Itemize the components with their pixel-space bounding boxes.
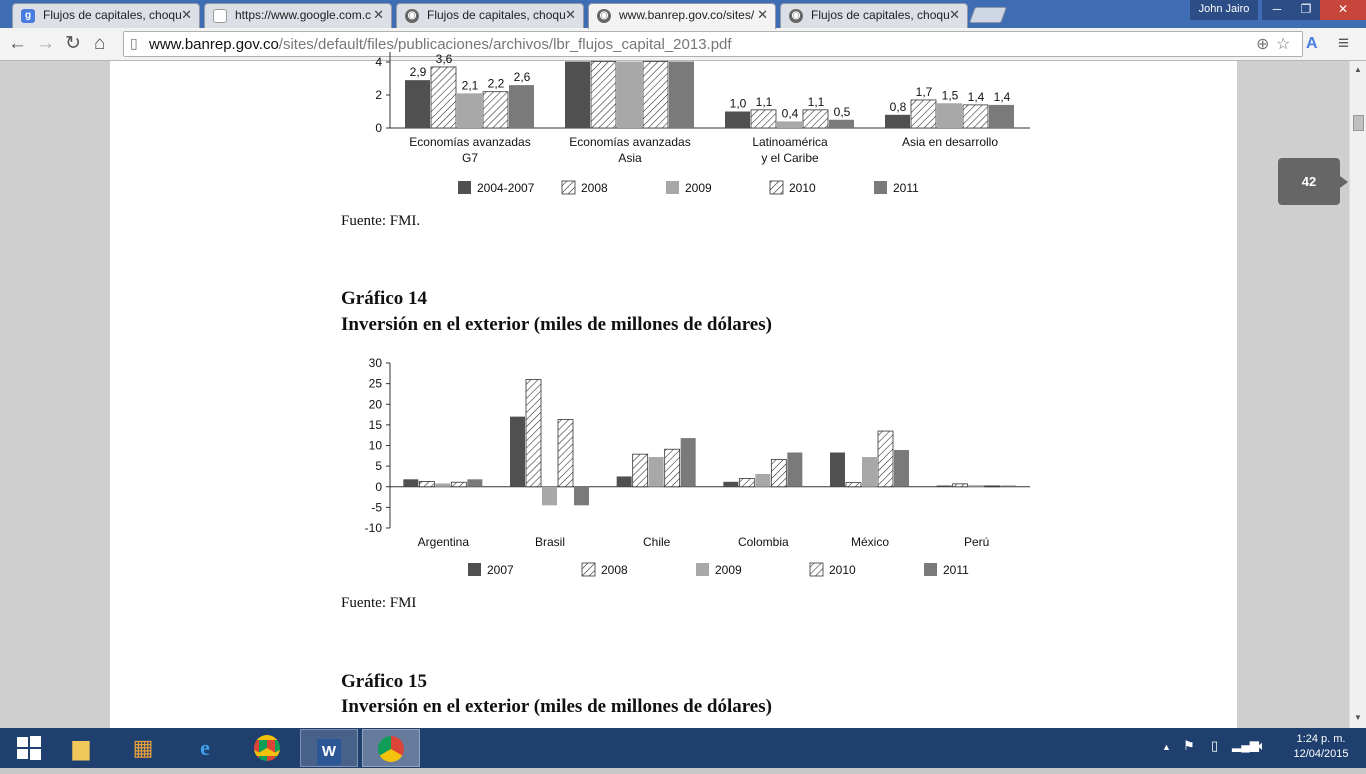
- category-label: Perú: [963, 535, 990, 549]
- bar-2009: [617, 62, 642, 129]
- close-icon[interactable]: ✕: [949, 7, 960, 22]
- close-window-icon[interactable]: ✕: [1320, 0, 1366, 20]
- windows-logo-icon: [16, 735, 42, 761]
- tab-title: www.banrep.gov.co/sites/: [619, 8, 755, 22]
- bar-2004-2007: [565, 62, 590, 129]
- bar-2010: [985, 486, 1000, 487]
- scroll-thumb[interactable]: [1353, 115, 1364, 131]
- chart-number: Gráfico 15: [341, 671, 428, 692]
- app-grid-icon: ▦: [132, 735, 154, 760]
- category-label: Asia: [618, 151, 642, 165]
- new-tab-button[interactable]: [969, 7, 1007, 23]
- bar-2010: [558, 420, 573, 487]
- legend-label: 2011: [943, 563, 969, 577]
- bar-2009: [862, 457, 877, 487]
- show-hidden-icons-icon[interactable]: ▲: [1162, 742, 1171, 752]
- menu-icon[interactable]: ≡: [1338, 33, 1350, 54]
- bar-2007: [403, 479, 418, 486]
- legend-swatch: [468, 563, 481, 576]
- bar-2009: [542, 487, 557, 506]
- document-icon: [213, 9, 227, 23]
- chrome-button[interactable]: [238, 729, 296, 767]
- bar-2010: [771, 460, 786, 487]
- bar-2009: [435, 483, 450, 486]
- bar-2007: [723, 482, 738, 487]
- bar-2009: [457, 93, 482, 128]
- y-tick-label: 15: [368, 417, 382, 432]
- bar-2010: [803, 110, 828, 128]
- bar-2008: [911, 100, 936, 128]
- y-tick-label: 2: [375, 88, 382, 102]
- y-tick-label: 5: [375, 459, 382, 474]
- legend-label: 2008: [601, 563, 628, 577]
- scroll-down-icon[interactable]: ▼: [1354, 713, 1362, 722]
- scroll-up-icon[interactable]: ▲: [1354, 65, 1362, 74]
- bar-2004-2007: [725, 112, 750, 129]
- bar-2010: [451, 482, 466, 487]
- bar-2004-2007: [885, 115, 910, 128]
- url-text[interactable]: [149, 36, 732, 53]
- y-tick-label: 30: [368, 356, 382, 370]
- bar-2007: [937, 486, 952, 487]
- page-icon: ▯: [130, 35, 138, 51]
- bar-2011: [669, 62, 694, 129]
- legend-swatch: [810, 563, 823, 576]
- url-path: /sites/default/files/publicaciones/archivos/lbr_flujos_capital_2013.pdf: [278, 36, 732, 53]
- bar-2011: [894, 450, 909, 487]
- profile-name[interactable]: John Jairo: [1190, 0, 1258, 20]
- bar-2009: [969, 485, 984, 487]
- home-icon[interactable]: ⌂: [94, 33, 106, 54]
- volume-icon[interactable]: 🔈︎: [1258, 738, 1266, 753]
- file-explorer-button[interactable]: [52, 729, 110, 767]
- bar-2011: [467, 479, 482, 486]
- legend-label: 2004-2007: [477, 181, 535, 195]
- close-icon[interactable]: ✕: [565, 7, 576, 22]
- chrome-active-button[interactable]: [362, 729, 420, 767]
- bar-2011: [681, 438, 696, 487]
- banrep-icon: ◉: [789, 9, 803, 23]
- browser-tab[interactable]: [204, 3, 392, 28]
- tab-title: https://www.google.com.c: [235, 8, 372, 22]
- bar-2009: [649, 457, 664, 487]
- category-label: G7: [461, 151, 479, 165]
- data-label: 2,6: [513, 70, 531, 85]
- data-label: 2,2: [487, 76, 505, 91]
- bar-2011: [989, 105, 1014, 128]
- close-icon[interactable]: ✕: [181, 7, 192, 22]
- legend-label: 2008: [581, 181, 608, 195]
- bar-2008: [846, 483, 861, 487]
- data-label: 1,7: [915, 84, 933, 99]
- reload-icon[interactable]: ↻: [65, 33, 81, 54]
- chart-title: Inversión en el exterior (miles de millones de dólares): [341, 696, 772, 717]
- browser-toolbar: [0, 28, 1366, 61]
- chart-title: Inversión en el exterior (miles de millones de dólares): [341, 314, 772, 335]
- tab-title: Flujos de capitales, choqu: [811, 8, 950, 22]
- data-label: 1,0: [729, 96, 747, 111]
- data-label: 2,9: [409, 65, 427, 80]
- bar-2010: [878, 431, 893, 487]
- bar-2008: [591, 62, 616, 129]
- bar-2011: [1001, 486, 1016, 487]
- bar-2010: [665, 449, 680, 487]
- category-label: Latinoamérica: [752, 135, 828, 149]
- bar-2008: [953, 484, 968, 487]
- google-icon: g: [21, 9, 35, 23]
- legend-swatch: [582, 563, 595, 576]
- legend-swatch: [874, 181, 887, 194]
- data-label: 1,1: [755, 94, 773, 109]
- bar-2010: [483, 92, 508, 128]
- back-icon[interactable]: ←: [8, 33, 27, 54]
- browser-tab[interactable]: [12, 3, 200, 28]
- data-label: 0,8: [889, 99, 907, 114]
- start-button[interactable]: [0, 729, 58, 767]
- browser-tab-active[interactable]: [588, 3, 776, 29]
- category-label: Brasil: [534, 535, 566, 549]
- browser-tab[interactable]: [780, 3, 968, 28]
- bar-2007: [830, 453, 845, 487]
- category-label: México: [850, 535, 890, 549]
- signal-icon[interactable]: ▂▄▆: [1232, 738, 1259, 752]
- data-label: 3,6: [435, 51, 453, 66]
- taskbar: [0, 728, 1366, 768]
- tab-title: Flujos de capitales, choqu: [43, 8, 182, 22]
- data-label: 1,4: [993, 89, 1011, 104]
- bar-2008: [431, 67, 456, 128]
- category-label: Asia en desarrollo: [901, 135, 999, 149]
- system-clock[interactable]: [1288, 732, 1354, 762]
- bar-2011: [829, 120, 854, 128]
- chart-source: Fuente: FMI: [341, 595, 417, 611]
- bar-2008: [526, 380, 541, 487]
- banrep-icon: ◉: [597, 9, 611, 23]
- bar-2004-2007: [405, 80, 430, 128]
- legend-swatch: [458, 181, 471, 194]
- legend-label: 2009: [685, 181, 712, 195]
- category-label: Economías avanzadas: [409, 135, 531, 149]
- clock-time: 1:24 p. m.: [1296, 733, 1346, 745]
- store-app-button[interactable]: [114, 729, 172, 767]
- pdf-viewport[interactable]: [0, 51, 1349, 728]
- bar-2009: [777, 121, 802, 128]
- category-label: Chile: [642, 535, 671, 549]
- chart-source: Fuente: FMI.: [341, 213, 421, 229]
- banrep-icon: ◉: [405, 9, 419, 23]
- vertical-scrollbar[interactable]: [1349, 61, 1366, 728]
- pdf-page: [110, 51, 1237, 728]
- data-label: 1,4: [967, 89, 985, 104]
- tab-title: Flujos de capitales, choqu: [427, 8, 566, 22]
- address-bar[interactable]: [123, 31, 1303, 57]
- y-tick-label: 0: [375, 121, 382, 135]
- chrome-icon: [378, 736, 404, 762]
- bar-2008: [751, 110, 776, 128]
- bar-2010: [963, 105, 988, 128]
- chart-investment-countries: [340, 351, 1040, 581]
- data-label: 0,4: [781, 106, 799, 121]
- word-icon: W: [317, 739, 341, 765]
- legend-label: 2011: [893, 181, 919, 195]
- y-tick-label: 10: [368, 438, 382, 453]
- legend-swatch: [666, 181, 679, 194]
- category-label: Colombia: [737, 535, 789, 549]
- close-icon[interactable]: ✕: [373, 7, 384, 22]
- bar-2010: [643, 62, 668, 129]
- bar-2011: [574, 487, 589, 506]
- internet-explorer-icon: e: [200, 735, 210, 760]
- clock-date: 12/04/2015: [1293, 748, 1349, 760]
- restore-icon[interactable]: ❐: [1292, 0, 1320, 20]
- bar-2008: [419, 481, 434, 486]
- page-number-indicator: 42: [1278, 158, 1340, 205]
- y-tick-label: -5: [371, 500, 382, 515]
- legend-label: 2010: [789, 181, 816, 195]
- chart-number: Gráfico 14: [341, 288, 428, 309]
- bookmark-star-icon[interactable]: ☆: [1276, 36, 1291, 53]
- bar-2009: [755, 474, 770, 487]
- chrome-icon: [254, 735, 280, 761]
- close-icon[interactable]: ✕: [757, 7, 768, 22]
- legend-label: 2010: [829, 563, 856, 577]
- translate-icon[interactable]: A: [1306, 35, 1318, 52]
- y-tick-label: 25: [368, 376, 382, 391]
- action-center-flag-icon[interactable]: ⚑: [1183, 738, 1195, 753]
- category-label: Argentina: [417, 535, 470, 549]
- zoom-icon[interactable]: ⊕: [1256, 36, 1270, 53]
- data-label: 1,5: [941, 88, 959, 103]
- legend-label: 2009: [715, 563, 742, 577]
- bar-2007: [510, 417, 525, 487]
- word-button[interactable]: [300, 729, 358, 767]
- y-tick-label: 0: [375, 479, 382, 494]
- bar-2008: [739, 479, 754, 487]
- battery-icon[interactable]: ▯: [1211, 738, 1219, 753]
- bar-2007: [617, 476, 632, 486]
- data-label: 0,5: [833, 104, 851, 119]
- tab-strip: [0, 0, 1366, 28]
- data-label: 2,1: [461, 78, 479, 93]
- forward-icon[interactable]: →: [36, 33, 55, 54]
- chart-investment-regions: [340, 51, 1100, 203]
- y-tick-label: 20: [368, 397, 382, 412]
- legend-swatch: [924, 563, 937, 576]
- url-host: www.banrep.gov.co: [149, 36, 279, 53]
- legend-label: 2007: [487, 563, 514, 577]
- legend-swatch: [770, 181, 783, 194]
- bar-2011: [787, 453, 802, 487]
- y-tick-label: 4: [375, 55, 382, 69]
- folder-icon: ▆: [72, 735, 90, 760]
- browser-tab[interactable]: [396, 3, 584, 28]
- category-label: y el Caribe: [761, 151, 819, 165]
- legend-swatch: [696, 563, 709, 576]
- legend-swatch: [562, 181, 575, 194]
- bar-2008: [633, 454, 648, 487]
- bar-2011: [509, 85, 534, 128]
- category-label: Economías avanzadas: [569, 135, 691, 149]
- y-tick-label: -10: [364, 521, 382, 535]
- bar-2009: [937, 103, 962, 128]
- minimize-icon[interactable]: ─: [1262, 0, 1292, 20]
- internet-explorer-button[interactable]: [176, 729, 234, 767]
- data-label: 1,1: [807, 94, 825, 109]
